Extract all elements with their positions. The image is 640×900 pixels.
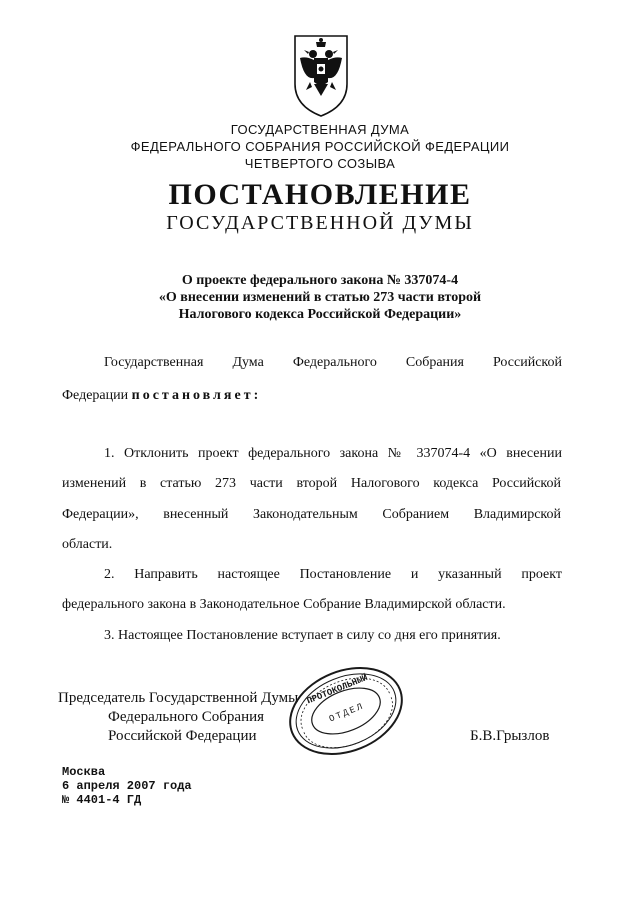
- preamble-resolves: постановляет:: [131, 388, 262, 403]
- item-1-line-1: 1. Отклонить проект федерального закона № 337074-4 «О внесении: [104, 446, 562, 461]
- coat-of-arms-icon: [292, 32, 350, 118]
- item-2-line-1: 2. Направить настоящее Постановление и указанный проект: [104, 567, 562, 582]
- document-type-title: ПОСТАНОВЛЕНИЕ: [168, 178, 472, 211]
- preamble-prefix: Федерации: [62, 388, 129, 403]
- header-line-2: ФЕДЕРАЛЬНОГО СОБРАНИЯ РОССИЙСКОЙ ФЕДЕРАЦИИ: [130, 139, 510, 154]
- registration-date: 6 апреля 2007 года: [62, 779, 192, 793]
- signatory-title-line-2: Федерального Собрания: [108, 709, 265, 725]
- document-registration: [62, 765, 192, 807]
- stamp-top-text: ПРОТОКОЛЬНЫЙ: [305, 672, 370, 707]
- signatory-title: [58, 689, 298, 746]
- item-2-line-2: федерального закона в Законодательное Собрание Владимирской области.: [62, 597, 506, 612]
- item-1-line-3: Федерации», внесенный Законодательным Собранием Владимирской: [62, 507, 561, 522]
- document-issuer: ГОСУДАРСТВЕННОЙ ДУМЫ: [166, 212, 474, 234]
- stamp-center-text: ОТДЕЛ: [327, 701, 366, 725]
- subject-line-1: О проекте федерального закона № 337074-4: [181, 273, 459, 288]
- preamble-line-2: [62, 388, 561, 404]
- item-1-line-4: области.: [62, 537, 113, 552]
- document-subject: [0, 272, 640, 323]
- header-line-1: ГОСУДАРСТВЕННАЯ ДУМА: [230, 122, 410, 137]
- signatory-title-line-3: Российской Федерации: [108, 728, 257, 744]
- signatory-title-line-1: Председатель Государственной Думы: [58, 690, 299, 706]
- official-seal-icon: [283, 663, 409, 759]
- subject-line-3: Налогового кодекса Российской Федерации»: [178, 307, 462, 322]
- item-1-line-2: изменений в статью 273 части второй Налогового кодекса Российской: [62, 476, 561, 491]
- preamble-line-1: Государственная Дума Федерального Собрания Российской: [104, 355, 562, 370]
- issuing-body-header: [0, 121, 640, 172]
- signatory-name: Б.В.Грызлов: [470, 728, 550, 744]
- registration-number: № 4401-4 ГД: [62, 793, 142, 807]
- header-line-3: ЧЕТВЕРТОГО СОЗЫВА: [244, 156, 396, 171]
- item-3-line-1: 3. Настоящее Постановление вступает в силу со дня его принятия.: [104, 628, 501, 643]
- registration-city: Москва: [62, 765, 106, 779]
- subject-line-2: «О внесении изменений в статью 273 части второй: [158, 290, 482, 305]
